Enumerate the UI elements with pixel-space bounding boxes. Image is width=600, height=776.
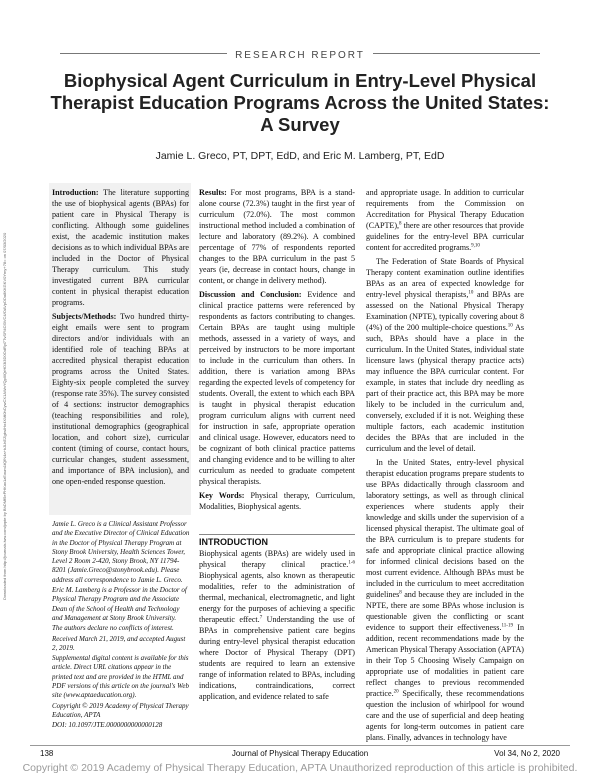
- footnote-lamberg: Eric M. Lamberg is a Professor in the Doctor of Physical Therapy Program and the Associate Dean of the School of Health and Technology and Management at Stony Brook University.: [52, 586, 187, 622]
- body-text: and appropriate usage. In addition to curricular requirements from the Commission on Accreditation for Physical Therapy Education (CAPTE),: [366, 188, 524, 230]
- body-text: Specifically, these recommendations question the inclusion of whirlpool for wound care and the use of superficial and deep heating agents for long-term outcomes in patient care plans. Finally, advances in technology have: [366, 689, 524, 742]
- abstract-keywords: [199, 490, 355, 512]
- discussion-label: Discussion and Conclusion:: [199, 290, 302, 299]
- intro-para-text-a: Biophysical agents (BPAs) are widely used in physical therapy clinical practice.: [199, 549, 355, 569]
- results-text: For most programs, BPA is a stand-alone course (72.3%) taught in the first year of curriculum (72.0%). The most common instructional method included a combination of lecture and laboratory (89.2%). A combined percentage of 77% of respondents reported changes to the BPA curriculum in the past 5 years (ie, decrease in contact hours, change in content, or change in delivery method).: [199, 188, 355, 285]
- citation: 7: [259, 615, 263, 621]
- abstract-column-1: [52, 187, 189, 490]
- body-paragraph-1: [366, 187, 524, 253]
- abstract-results: [199, 187, 355, 286]
- citation: 11-19: [501, 623, 513, 629]
- abstract-introduction: [52, 187, 189, 308]
- introduction-paragraph: [199, 548, 355, 702]
- copyright-watermark: Copyright © 2019 Academy of Physical Therapy Education, APTA Unauthorized reproduction of this article is prohibited.: [22, 762, 578, 774]
- journal-name: Journal of Physical Therapy Education: [231, 749, 369, 758]
- author-line: Jamie L. Greco, PT, DPT, EdD, and Eric M. Lamberg, PT, EdD: [155, 150, 445, 162]
- citation: 9,10: [471, 243, 480, 249]
- body-column-3: [366, 187, 524, 746]
- body-text: In the United States, entry-level physical therapist education programs prepare students to use BPAs didactically through classroom and laboratory settings, as well as through clinical experiences where students apply their knowledge and skills under the supervision of a licensed physical therapist. The ultimate goal of the BPA curriculum is to prepare students for safe and appropriate clinical practice allowing for informed clinical decisions based on the most current evidence. Although BPAs must be included in the curriculum to meet accreditation guidelines: [366, 458, 524, 599]
- methods-text: Two hundred thirty-eight emails were sent to program directors and/or individuals with an identified role of teaching BPAs at accredited physical therapist education programs across the United States. Eighty-six people completed the survey (response rate 35%). The survey consisted of 4 sections: instructor demographics (teaching responsibilities and role), institutional demographics (geographical location, and cohort size), curricular content (timing of course, contact hours, curricular changes, student assessment, and importance of BPA inclusion), and one open-ended response question.: [52, 312, 189, 486]
- article-title: Biophysical Agent Curriculum in Entry-Level Physical Therapist Education Programs Across the United States: A Survey: [50, 70, 550, 135]
- body-text: there are other resources that provide guidelines for the entry-level BPA curricular content for accredited programs.: [366, 221, 524, 252]
- footnote-received: Received March 21, 2019, and accepted August 2, 2019.: [52, 634, 186, 652]
- introduction-heading: INTRODUCTION: [199, 534, 355, 547]
- body-text: and BPAs are assessed on the National Physical Therapy Examination (NPTE), typically covering about 8 (4%) of the 200 multiple-choice questions.: [366, 290, 524, 332]
- discussion-text: Evidence and clinical practice patterns were referenced by respondents as factors contributing to changes. Certain BPAs are taught using multiple methods, assessed in a variety of ways, and perceived by instructors to be more important to include in the curriculum than others. In addition, there is variation among BPAs regarding the expected levels of competency for students. Overall, the extent to which each BPA is taught in physical therapist education program curriculum aligns with current need for instruction in safe, appropriate operation and clinical usage. However, educators need to be cognizant of both clinical practice patterns and changing evidence and to be willing to alter curriculum as needed to graduate competent physical therapists.: [199, 290, 355, 486]
- citation: 8: [399, 221, 402, 227]
- introduction-column: [199, 548, 355, 705]
- citation: 10: [507, 323, 513, 329]
- download-stamp: [2, 40, 12, 600]
- footnote-copyright: Copyright © 2019 Academy of Physical Therapy Education, APTA: [52, 701, 189, 719]
- body-text: The Federation of State Boards of Physical Therapy content examination outline identifies BPAs as an area of expected knowledge for entry-level physical therapists,: [366, 257, 524, 299]
- intro-para-text-b: Biophysical agents, also known as therapeutic modalities, refer to the administration of thermal, mechanical, electromagnetic, and light energy for the purposes of achieving a specific therapeutic effect.: [199, 571, 355, 624]
- keywords-label: Key Words:: [199, 491, 245, 500]
- footnote-greco: Jamie L. Greco is a Clinical Assistant Professor and the Executive Director of Clinical Education in the Doctor of Physical Therapy Program at Stony Brook University, Health Sciences Tower, Level 2 Room 2-420, Stony Brook, NY 11794-8201 (Jamie.Greco@stonybrook.edu). Please address all correspondence to Jamie L. Greco.: [52, 520, 190, 584]
- footnote-supplemental: Supplemental digital content is available for this article. Direct URL citations appear in the printed text and are provided in the HTML and PDF versions of this article on the journal's Web site (www.aptaeducation.org).: [52, 654, 189, 700]
- page-number: 138: [40, 749, 54, 758]
- section-label: RESEARCH REPORT: [227, 50, 373, 61]
- body-text: and because they are included in the NPTE, there are some BPAs whose inclusion is questionable given the conflicting or scant evidence to support their effectiveness.: [366, 590, 524, 632]
- footnote-doi: DOI: 10.1097/JTE.0000000000000128: [52, 721, 163, 730]
- body-paragraph-3: [366, 457, 524, 743]
- abstract-discussion: [199, 289, 355, 487]
- footnote-conflict: The authors declare no conflicts of interest.: [52, 624, 174, 633]
- abstract-column-2: [199, 187, 355, 515]
- footer-rule: [30, 745, 570, 746]
- results-label: Results:: [199, 188, 227, 197]
- section-header: [0, 45, 600, 63]
- intro-label: Introduction:: [52, 188, 99, 197]
- intro-text: The literature supporting the use of biophysical agents (BPAs) for patient care in Physical Therapy is conflicting. Although some guidelines exist, the academic institution makes decisions as to which individual BPAs are included in the Doctor of Physical Therapy curriculum. This study investigated current BPA curricular content in physical therapist education programs.: [52, 188, 189, 307]
- citation: 20: [393, 689, 399, 695]
- intro-para-text-c: Understanding the use of BPAs in comprehensive patient care begins during entry-level physical therapist education where Doctor of Physical Therapy (DPT) students are required to learn an extensive range of information related to BPAs, including indications, contraindications, correct application, and evidence related to safe: [199, 615, 355, 701]
- keywords-text: Physical therapy, Curriculum, Modalities, Biophysical agents.: [199, 491, 355, 511]
- volume-info: Vol 34, No 2, 2020: [494, 749, 560, 758]
- download-stamp-text: Downloaded from http://journals.lww.com/jopte by BhDMf5ePHKav1zEoum1tQfN4a+kJLhEZgbsIHo4XMi0hCywCX1AWnYQp/IlQrHD3i3D0OdRyi7TvSFl4Cf3VC4/OAVpDDa8KKGKV0Ymy+78= on 07/03/2020: [2, 232, 7, 600]
- body-text: As such, BPAs should have a place in the curriculum. In the United States, individual state licensure laws (physical therapy practice acts) may influence the BPA curricular content. For example, in states that include dry needling as part of their practice act, this BPA may be more likely to be included in the curriculum and, conversely, excluded if it is not. Weighing these multiple factors, each academic institution decides the BPAs that are included in the curriculum and the level of detail.: [366, 323, 524, 453]
- body-paragraph-2: [366, 256, 524, 454]
- author-footnotes: [52, 520, 190, 732]
- body-text: In addition, recent recommendations made by the American Physical Therapy Association (APTA) in their Top 5 Choosing Wisely Campaign on appropriate use of modalities in patient care reflect changes to previous recommended practice.: [366, 623, 525, 698]
- abstract-methods: [52, 311, 189, 487]
- citation: 10: [468, 290, 474, 296]
- citation: 8: [399, 590, 402, 596]
- methods-label: Subjects/Methods:: [52, 312, 117, 321]
- citation: 1-6: [348, 560, 355, 566]
